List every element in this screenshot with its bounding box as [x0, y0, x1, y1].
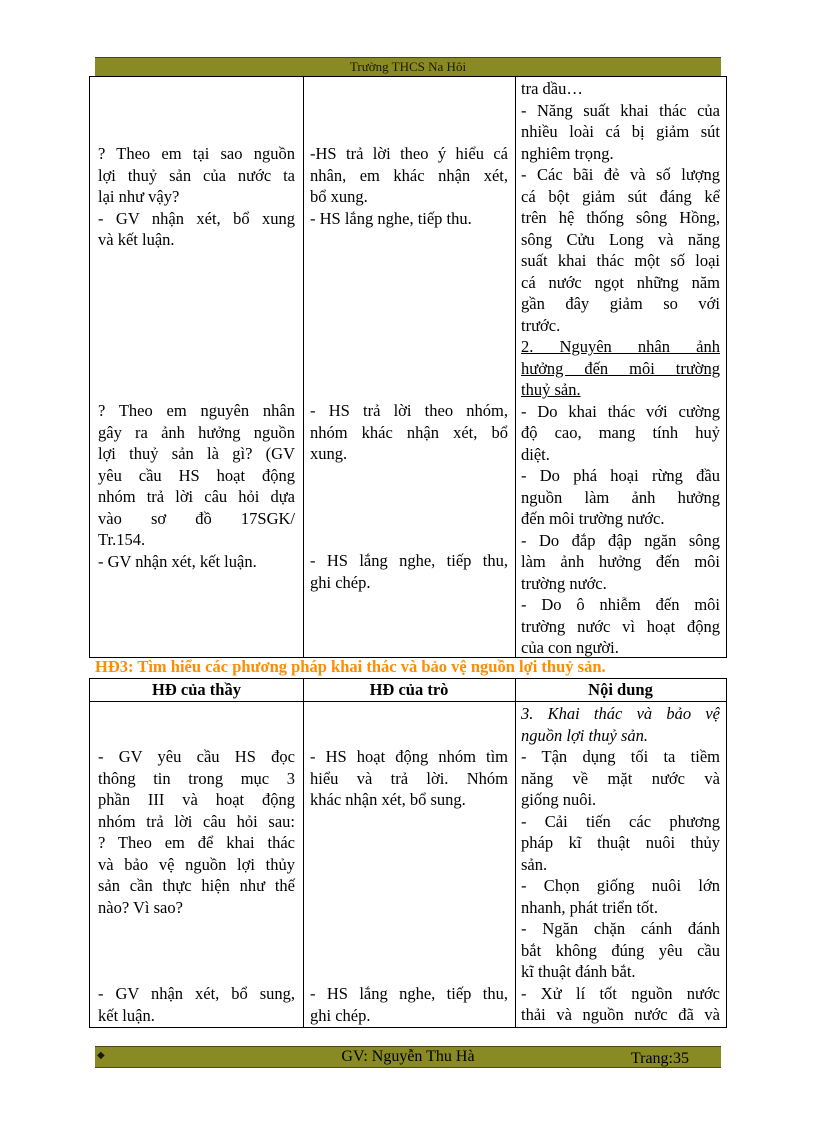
text-line: kết luận.: [98, 1005, 155, 1025]
text-line: và bảo vệ nguồn lợi thủy: [98, 854, 295, 874]
text-line: nghiêm trọng.: [521, 143, 614, 163]
text-line: - Do khai thác với cường: [521, 401, 720, 421]
text-line: suất khai thác một số loại: [521, 251, 720, 270]
text-line: nhiều loài cá bị giảm sút: [521, 122, 720, 141]
column-divider: [515, 679, 516, 1027]
text-line: ghi chép.: [310, 1005, 371, 1025]
teacher-activity-cell: [98, 400, 295, 572]
text-line: gần đây giảm so với: [521, 294, 720, 313]
text-line: độ cao, mang tính huỷ: [521, 423, 720, 442]
text-line: diệt.: [521, 444, 550, 464]
section-heading: 3. Khai thác và bảo vệ: [521, 704, 720, 723]
teacher-activity-cell: [98, 143, 295, 251]
text-line: nhóm khác nhận xét, bổ: [310, 422, 508, 442]
section-heading: 2. Nguyên nhân ảnh: [521, 337, 720, 356]
text-line: nguồn làm ảnh hưởng: [521, 487, 720, 507]
text-line: của con người.: [521, 638, 619, 657]
text-line: - Chọn giống nuôi lớn: [521, 876, 720, 895]
text-line: - GV nhận xét, bổ sung,: [98, 984, 295, 1003]
column-divider: [303, 77, 304, 657]
text-line: - Ngăn chặn cánh đánh: [521, 919, 720, 938]
text-line: trên hệ thống sông Hồng,: [521, 208, 720, 227]
text-line: - Các bãi đẻ và số lượng: [521, 165, 720, 184]
text-line: trước.: [521, 315, 561, 335]
section-title: HĐ3: Tìm hiểu các phương pháp khai thác và bảo vệ nguồn lợi thuỷ sản.: [95, 657, 606, 676]
text-line: nào? Vì sao?: [98, 897, 183, 917]
text-line: trường nước.: [521, 573, 607, 593]
text-line: - Cải tiến các phương: [521, 811, 720, 831]
text-line: thông tin trong mục 3: [98, 768, 295, 788]
text-line: - Xử lí tốt nguồn nước: [521, 983, 720, 1003]
text-line: - GV nhận xét, kết luận.: [98, 551, 257, 571]
student-activity-cell: [310, 746, 508, 811]
activity-table-continued: [89, 76, 727, 658]
text-line: vào sơ đồ 17SGK/: [98, 508, 295, 528]
text-line: trường nước vì hoạt động: [521, 616, 720, 636]
text-line: bổ xung.: [310, 187, 368, 206]
text-line: và kết luận.: [98, 230, 175, 249]
text-line: - Do ô nhiễm đến môi: [521, 595, 720, 614]
text-line: lợi thuỷ sản là gì? (GV: [98, 444, 295, 463]
text-line: Tr.154.: [98, 530, 146, 549]
text-line: đến môi trường nước.: [521, 509, 665, 528]
text-line: thải và nguồn nước đã và: [521, 1005, 720, 1024]
text-line: - Do đắp đập ngăn sông: [521, 530, 720, 550]
text-line: - Năng suất khai thác của: [521, 100, 720, 120]
section-heading: nguồn lợi thuỷ sản.: [521, 725, 649, 745]
page-header: [95, 57, 721, 77]
text-line: - GV yêu cầu HS đọc: [98, 747, 295, 766]
school-name: Trường THCS Na Hôi: [349, 59, 467, 74]
text-line: cá bột giảm sút đáng kể: [521, 186, 720, 206]
text-line: xung.: [310, 444, 348, 463]
text-line: - HS lắng nghe, tiếp thu.: [310, 208, 472, 228]
teacher-activity-cell: [98, 746, 295, 918]
teacher-name: GV: Nguyễn Thu Hà: [341, 1048, 475, 1065]
text-line: lợi thuỷ sản của nước ta: [98, 165, 295, 185]
text-line: sản.: [521, 854, 548, 874]
text-line: giống nuôi.: [521, 790, 597, 809]
header-teacher: HĐ của thầy: [152, 680, 241, 699]
text-line: sông Cửu Long và năng: [521, 229, 720, 249]
text-line: - HS trả lời theo nhóm,: [310, 401, 508, 420]
text-line: gây ra ảnh hưởng nguồn: [98, 422, 295, 442]
student-activity-cell: [310, 550, 508, 593]
column-divider: [515, 77, 516, 657]
student-activity-cell: [310, 143, 508, 229]
text-line: -HS trả lời theo ý hiểu cá: [310, 144, 508, 163]
text-line: - GV nhận xét, bổ xung: [98, 208, 295, 228]
text-line: ? Theo em tại sao nguồn: [98, 144, 295, 163]
student-activity-cell: [310, 400, 508, 465]
teacher-activity-cell: [98, 983, 295, 1026]
text-line: khác nhận xét, bổ sung.: [310, 790, 466, 809]
text-line: - Tận dụng tối ta tiềm: [521, 747, 720, 766]
section-heading: thuỷ sản.: [521, 380, 581, 399]
text-line: - HS lắng nghe, tiếp thu,: [310, 551, 508, 570]
text-line: làm ảnh hưởng đến môi: [521, 552, 720, 571]
text-line: pháp kĩ thuật nuôi thủy: [521, 833, 720, 852]
page-footer: [95, 1046, 721, 1068]
text-line: tra dầu…: [521, 79, 583, 98]
student-activity-cell: [310, 983, 508, 1026]
text-line: nhân, em khác nhận xét,: [310, 165, 508, 185]
text-line: ? Theo em nguyên nhân: [98, 401, 295, 420]
content-cell: [521, 78, 720, 659]
text-line: nhóm trả lời câu hỏi sau:: [98, 811, 295, 831]
text-line: hiểu và trả lời. Nhóm: [310, 768, 508, 788]
text-line: sản cần thực hiện như thế: [98, 876, 295, 895]
text-line: bắt không đúng yêu cầu: [521, 940, 720, 960]
text-line: nhanh, phát triển tốt.: [521, 897, 659, 917]
text-line: - HS hoạt động nhóm tìm: [310, 747, 508, 766]
activity-table: [89, 678, 727, 1028]
text-line: phần III và hoạt động: [98, 790, 295, 809]
section-heading: hưởng đến môi trường: [521, 358, 720, 378]
text-line: kĩ thuật đánh bắt.: [521, 962, 636, 981]
header-student: HĐ của trò: [369, 680, 449, 699]
text-line: - HS lắng nghe, tiếp thu,: [310, 984, 508, 1003]
header-divider: [90, 701, 726, 702]
page-number: Trang:35: [630, 1050, 689, 1067]
content-cell: [521, 703, 720, 1026]
text-line: năng về mặt nước và: [521, 768, 720, 788]
text-line: cá nước ngọt những năm: [521, 272, 720, 292]
text-line: ghi chép.: [310, 572, 371, 592]
text-line: - Do phá hoại rừng đầu: [521, 466, 720, 485]
text-line: lại như vậy?: [98, 187, 180, 206]
diamond-icon: ◆: [97, 1050, 105, 1061]
column-divider: [303, 679, 304, 1027]
text-line: yêu cầu HS hoạt động: [98, 465, 295, 485]
header-content: Nội dung: [588, 680, 653, 699]
text-line: nhóm trả lời câu hỏi dựa: [98, 487, 295, 506]
text-line: ? Theo em để khai thác: [98, 833, 295, 852]
